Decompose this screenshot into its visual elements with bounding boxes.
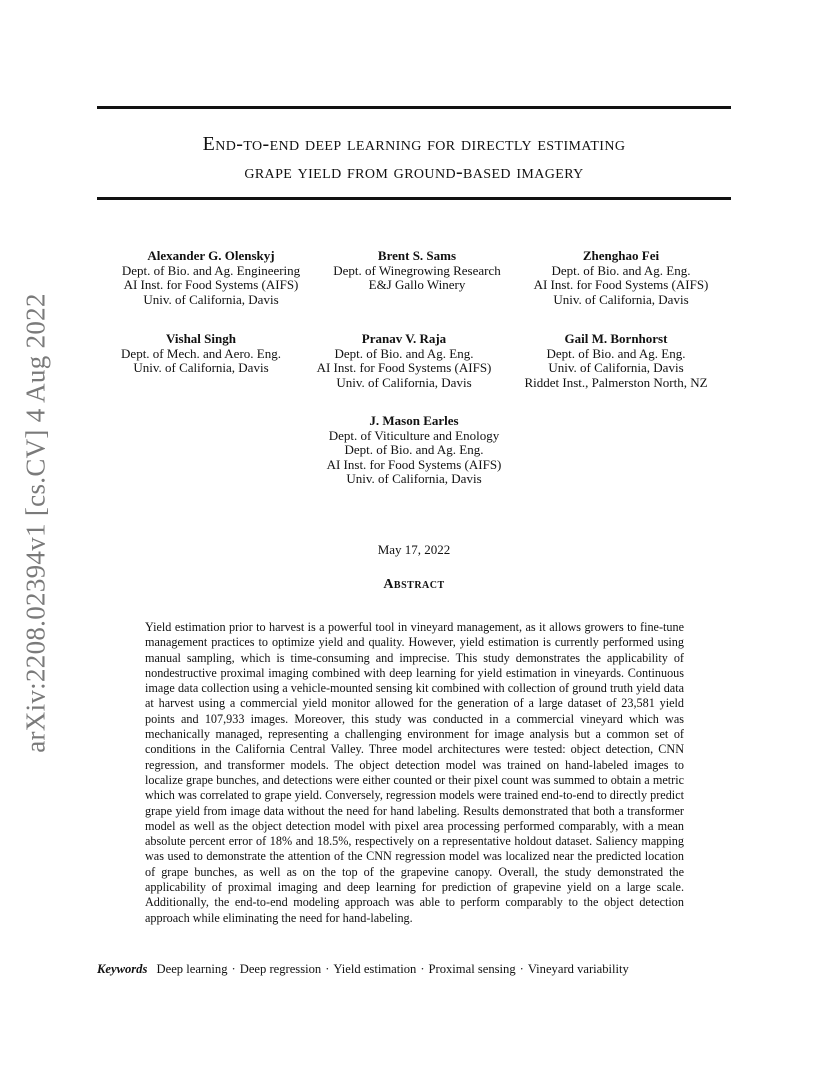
publication-date: May 17, 2022: [377, 542, 451, 557]
keyword-separator: ·: [420, 962, 425, 976]
author-block: [91, 332, 311, 376]
author-affiliation: AI Inst. for Food Systems (AIFS): [123, 277, 299, 293]
author-name: Alexander G. Olenskyj: [147, 248, 275, 263]
author-affiliation: AI Inst. for Food Systems (AIFS): [533, 277, 709, 293]
author-affiliation: AI Inst. for Food Systems (AIFS): [316, 360, 492, 376]
keyword: Deep learning: [156, 962, 228, 976]
keyword-separator: ·: [231, 962, 236, 976]
keyword-separator: ·: [519, 962, 524, 976]
author-affiliation: Dept. of Winegrowing Research: [333, 262, 501, 278]
author-affiliation: Dept. of Viticulture and Enology: [328, 427, 500, 443]
keywords-line: [97, 962, 629, 977]
keyword: Deep regression: [239, 962, 322, 976]
arxiv-identifier: arXiv:2208.02394v1 [cs.CV] 4 Aug 2022: [20, 293, 51, 753]
author-affiliation: Dept. of Bio. and Ag. Eng.: [551, 262, 691, 278]
paper-title: [97, 130, 731, 186]
arxiv-sidebar: [14, 288, 58, 758]
bottom-rule: [97, 197, 731, 200]
abstract-heading: Abstract: [383, 577, 445, 592]
top-rule: [97, 106, 731, 109]
author-block: [101, 249, 321, 307]
author-name: Pranav V. Raja: [361, 331, 447, 346]
author-affiliation: Univ. of California, Davis: [336, 374, 472, 390]
author-affiliation: Riddet Inst., Palmerston North, NZ: [524, 374, 708, 390]
author-affiliation: Dept. of Mech. and Aero. Eng.: [121, 345, 281, 361]
author-name: Brent S. Sams: [377, 248, 457, 263]
title-line-1: End-to-end deep learning for directly estimating: [202, 133, 626, 155]
title-line-2: grape yield from ground-based imagery: [244, 161, 584, 183]
author-affiliation: Dept. of Bio. and Ag. Eng.: [344, 442, 484, 458]
author-affiliation: Univ. of California, Davis: [346, 471, 482, 487]
keyword: Vineyard variability: [527, 962, 629, 976]
author-block: [294, 332, 514, 390]
author-affiliation: Univ. of California, Davis: [133, 360, 269, 376]
author-name: J. Mason Earles: [369, 413, 459, 428]
author-affiliation: Univ. of California, Davis: [548, 360, 684, 376]
author-name: Gail M. Bornhorst: [564, 331, 668, 346]
author-affiliation: Dept. of Bio. and Ag. Eng.: [334, 345, 474, 361]
keyword: Proximal sensing: [428, 962, 516, 976]
author-affiliation: Univ. of California, Davis: [143, 291, 279, 307]
keyword: Yield estimation: [333, 962, 417, 976]
author-affiliation: Univ. of California, Davis: [553, 291, 689, 307]
author-name: Zhenghao Fei: [582, 248, 660, 263]
author-name: Vishal Singh: [166, 331, 236, 346]
author-block: [506, 332, 726, 390]
author-block: [304, 414, 524, 487]
keyword-separator: ·: [325, 962, 330, 976]
author-affiliation: E&J Gallo Winery: [368, 277, 466, 293]
author-affiliation: AI Inst. for Food Systems (AIFS): [326, 456, 502, 472]
author-affiliation: Dept. of Bio. and Ag. Eng.: [546, 345, 686, 361]
abstract-text: Yield estimation prior to harvest is a powerful tool in vineyard management, as it allows growers to fine-tune management practices to optimize yield and quality. However, yield estimation is currently performed using manual sampling, which is time-consuming and imprecise. This study demonstrates the applicability of nondestructive proximal imaging combined with deep learning for yield estimation in vineyards. Continuous image data collection using a vehicle-mounted sensing kit combined with collection of ground truth yield data at harvest using a commercial yield monitor allowed for the generation of a large dataset of 23,581 yield points and 107,933 images. Moreover, this study was conducted in a commercial vineyard which was mechanically managed, representing a challenging environment for image analysis but a common set of conditions in the California Central Valley. Three model architectures were tested: object detection, CNN regression, and transformer models. The object detection model was trained on hand-labeled images to localize grape bunches, and detections were either counted or their pixel count was summed to obtain a metric which was correlated to grape yield. Conversely, regression models were trained end-to-end to directly predict grape yield from image data without the need for hand labeling. Results demonstrated that both a transformer model as well as the object detection model with pixel area processing performed comparably, with a mean absolute percent error of 18% and 18.5%, respectively on a representative holdout dataset. Saliency mapping was used to demonstrate the attention of the CNN regression model was localized near the predicted location of grape bunches, as well as on the top of the grapevine canopy. Overall, the study demonstrated the applicability of proximal imaging and deep learning for prediction of grapevine yield on a large scale. Additionally, the end-to-end modeling approach was able to perform comparably to the object detection approach while eliminating the need for hand-labeling.: [145, 620, 684, 925]
author-block: [307, 249, 527, 293]
author-affiliation: Dept. of Bio. and Ag. Engineering: [121, 262, 301, 278]
author-block: [511, 249, 731, 307]
keywords-label: Keywords: [97, 962, 148, 976]
